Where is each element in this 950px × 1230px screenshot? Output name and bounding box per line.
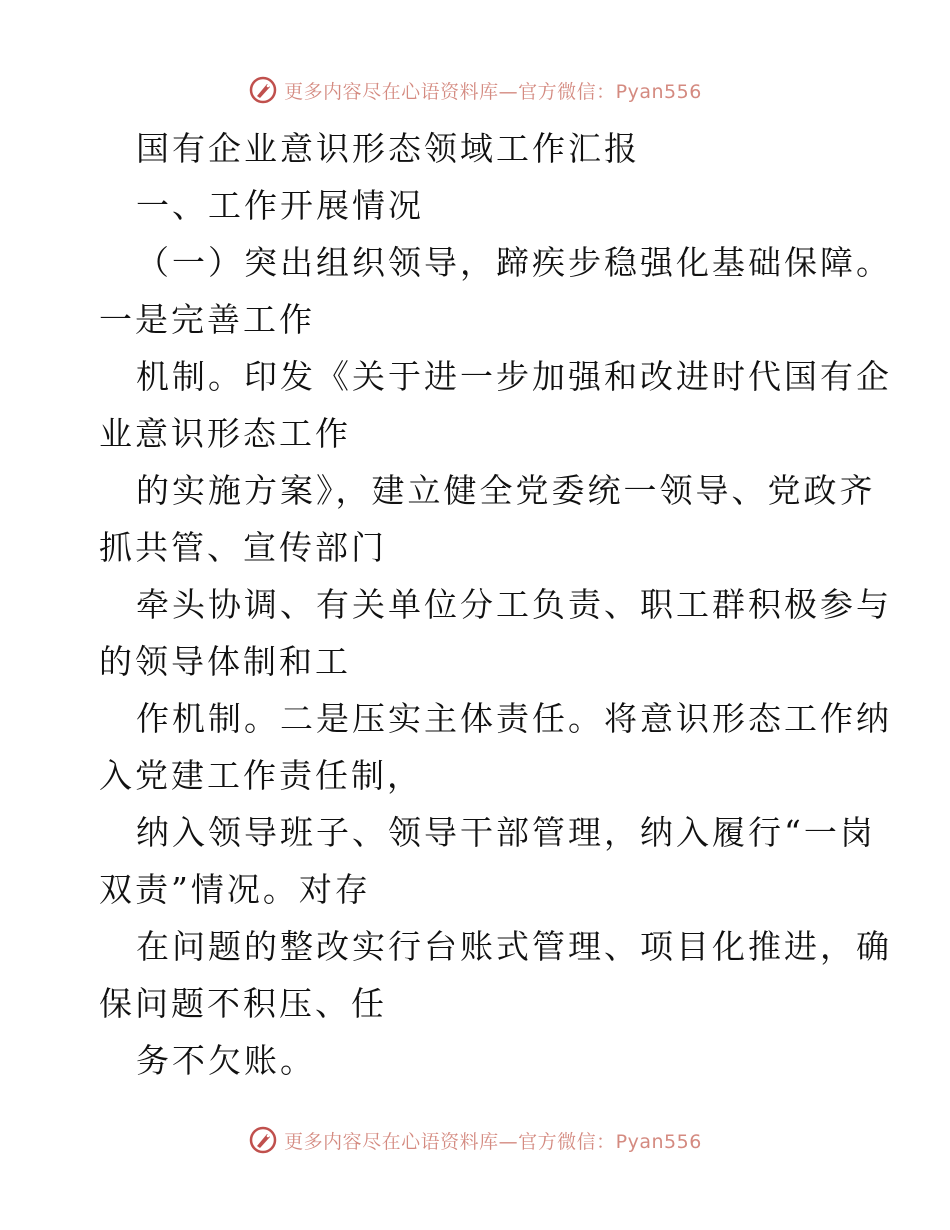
paragraph-line: 抓共管、宣传部门 [99, 528, 387, 567]
paragraph-line: 作机制。二是压实主体责任。将意识形态工作纳 [136, 699, 892, 738]
paragraph-line: 保问题不积压、任 [99, 984, 387, 1023]
paragraph-line: （一）突出组织领导，蹄疾步稳强化基础保障。 [136, 243, 892, 282]
paragraph-line: 业意识形态工作 [99, 414, 351, 453]
paragraph-line: 牵头协调、有关单位分工负责、职工群积极参与 [136, 585, 892, 624]
header-watermark [0, 72, 950, 108]
pen-nib-circle-icon [248, 1125, 278, 1155]
paragraph-line: 在问题的整改实行台账式管理、项目化推进，确 [136, 927, 892, 966]
paragraph-line: 入党建工作责任制， [99, 756, 423, 795]
pen-nib-circle-icon [248, 75, 278, 105]
paragraph-line: 的实施方案》，建立健全党委统一领导、党政齐 [136, 471, 876, 510]
document-body [99, 120, 892, 1089]
section-heading: 一、工作开展情况 [136, 186, 424, 225]
watermark-text: 更多内容尽在心语资料库—官方微信：Pyan556 [284, 80, 702, 103]
paragraph-line: 的领导体制和工 [99, 642, 351, 681]
paragraph-line: 双责”情况。对存 [99, 870, 371, 909]
paragraph-line: 纳入领导班子、领导干部管理，纳入履行“一岗 [136, 813, 876, 852]
paragraph-line: 务不欠账。 [136, 1041, 316, 1080]
footer-watermark [0, 1122, 950, 1158]
document-title: 国有企业意识形态领域工作汇报 [136, 129, 640, 168]
watermark-text: 更多内容尽在心语资料库—官方微信：Pyan556 [284, 1130, 702, 1153]
paragraph-line: 一是完善工作 [99, 300, 315, 339]
paragraph-line: 机制。印发《关于进一步加强和改进时代国有企 [136, 357, 892, 396]
